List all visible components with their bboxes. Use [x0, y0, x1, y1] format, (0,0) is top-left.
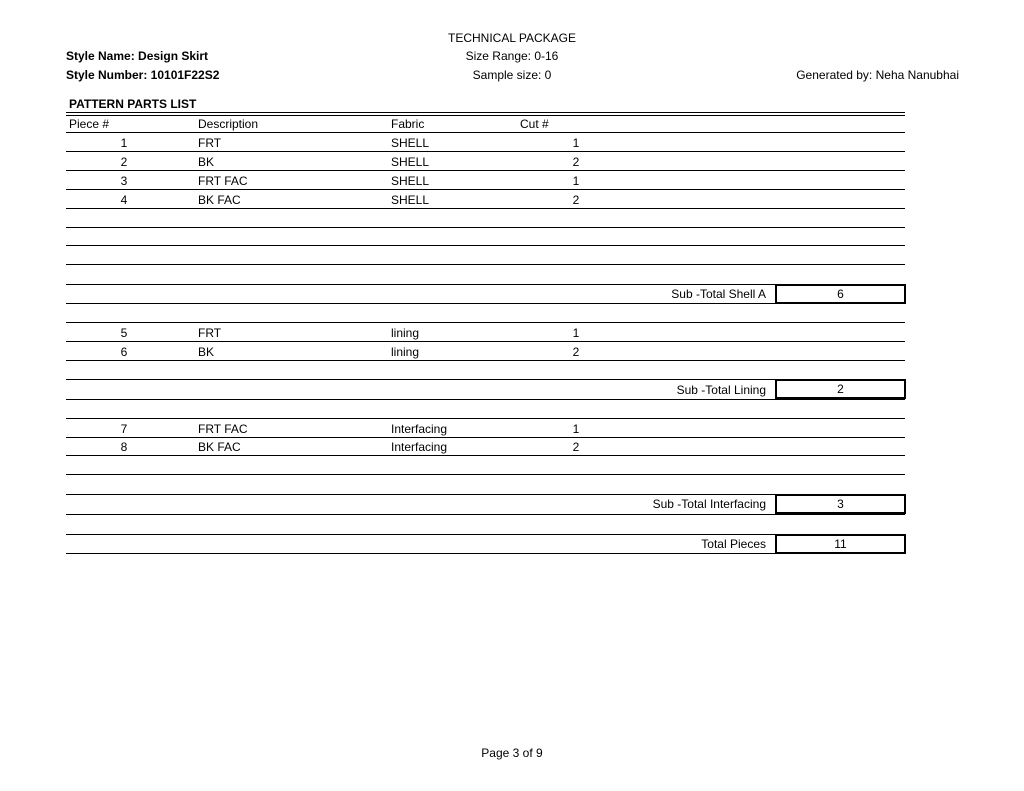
row-divider	[66, 341, 905, 342]
piece-number: 5	[120, 326, 128, 340]
description: BK FAC	[198, 440, 241, 454]
description: FRT FAC	[198, 174, 248, 188]
subtotal-interfacing-value: 3	[775, 494, 906, 514]
row-divider	[66, 227, 905, 228]
description: BK FAC	[198, 193, 241, 207]
fabric: lining	[391, 345, 420, 359]
row-divider	[66, 437, 905, 438]
fabric: SHELL	[391, 174, 430, 188]
cut-count: 2	[572, 345, 580, 359]
cut-count: 2	[572, 440, 580, 454]
piece-number: 8	[120, 440, 128, 454]
row-divider	[66, 360, 905, 361]
row-divider	[66, 553, 905, 554]
cut-count: 2	[572, 155, 580, 169]
divider	[66, 115, 905, 116]
description: BK	[198, 155, 215, 169]
cut-count: 1	[572, 326, 580, 340]
row-divider	[66, 418, 905, 419]
row-divider	[66, 208, 905, 209]
sample-size: Sample size: 0	[472, 68, 552, 82]
subtotal-shell-label: Sub -Total Shell A	[671, 287, 766, 301]
piece-number: 2	[120, 155, 128, 169]
cut-count: 2	[572, 193, 580, 207]
document-title: TECHNICAL PACKAGE	[447, 31, 577, 45]
total-pieces-value: 11	[775, 534, 906, 554]
cut-count: 1	[572, 136, 580, 150]
section-title: PATTERN PARTS LIST	[69, 97, 197, 111]
row-divider	[66, 303, 905, 304]
cut-count: 1	[572, 174, 580, 188]
page-number: Page 3 of 9	[481, 746, 543, 760]
piece-number: 3	[120, 174, 128, 188]
divider	[66, 112, 905, 113]
piece-number: 1	[120, 136, 128, 150]
subtotal-lining-label: Sub -Total Lining	[676, 383, 766, 397]
row-divider	[66, 264, 905, 265]
fabric: SHELL	[391, 136, 430, 150]
row-divider	[66, 189, 905, 190]
piece-number: 7	[120, 422, 128, 436]
description: BK	[198, 345, 215, 359]
fabric: lining	[391, 326, 420, 340]
subtotal-interfacing-label: Sub -Total Interfacing	[652, 497, 766, 511]
fabric: Interfacing	[391, 440, 448, 454]
generated-by: Generated by: Neha Nanubhai	[796, 68, 959, 82]
row-divider	[66, 170, 905, 171]
subtotal-shell-value: 6	[775, 284, 906, 304]
row-divider	[66, 151, 905, 152]
fabric: SHELL	[391, 155, 430, 169]
piece-number: 4	[120, 193, 128, 207]
piece-number: 6	[120, 345, 128, 359]
cut-count: 1	[572, 422, 580, 436]
subtotal-lining-value: 2	[775, 379, 906, 399]
style-name: Style Name: Design Skirt	[66, 49, 209, 63]
column-header-description: Description	[198, 117, 259, 131]
fabric: SHELL	[391, 193, 430, 207]
row-divider	[66, 245, 905, 246]
column-header-cut: Cut #	[520, 117, 549, 131]
style-number: Style Number: 10101F22S2	[66, 68, 220, 82]
column-header-piece: Piece #	[69, 117, 110, 131]
row-divider	[66, 455, 905, 456]
column-header-fabric: Fabric	[391, 117, 425, 131]
row-divider	[66, 132, 905, 133]
size-range: Size Range: 0-16	[465, 49, 559, 63]
fabric: Interfacing	[391, 422, 448, 436]
description: FRT	[198, 326, 222, 340]
row-divider	[66, 399, 905, 400]
row-divider	[66, 474, 905, 475]
row-divider	[66, 514, 905, 515]
description: FRT	[198, 136, 222, 150]
row-divider	[66, 322, 905, 323]
description: FRT FAC	[198, 422, 248, 436]
total-pieces-label: Total Pieces	[701, 537, 766, 551]
